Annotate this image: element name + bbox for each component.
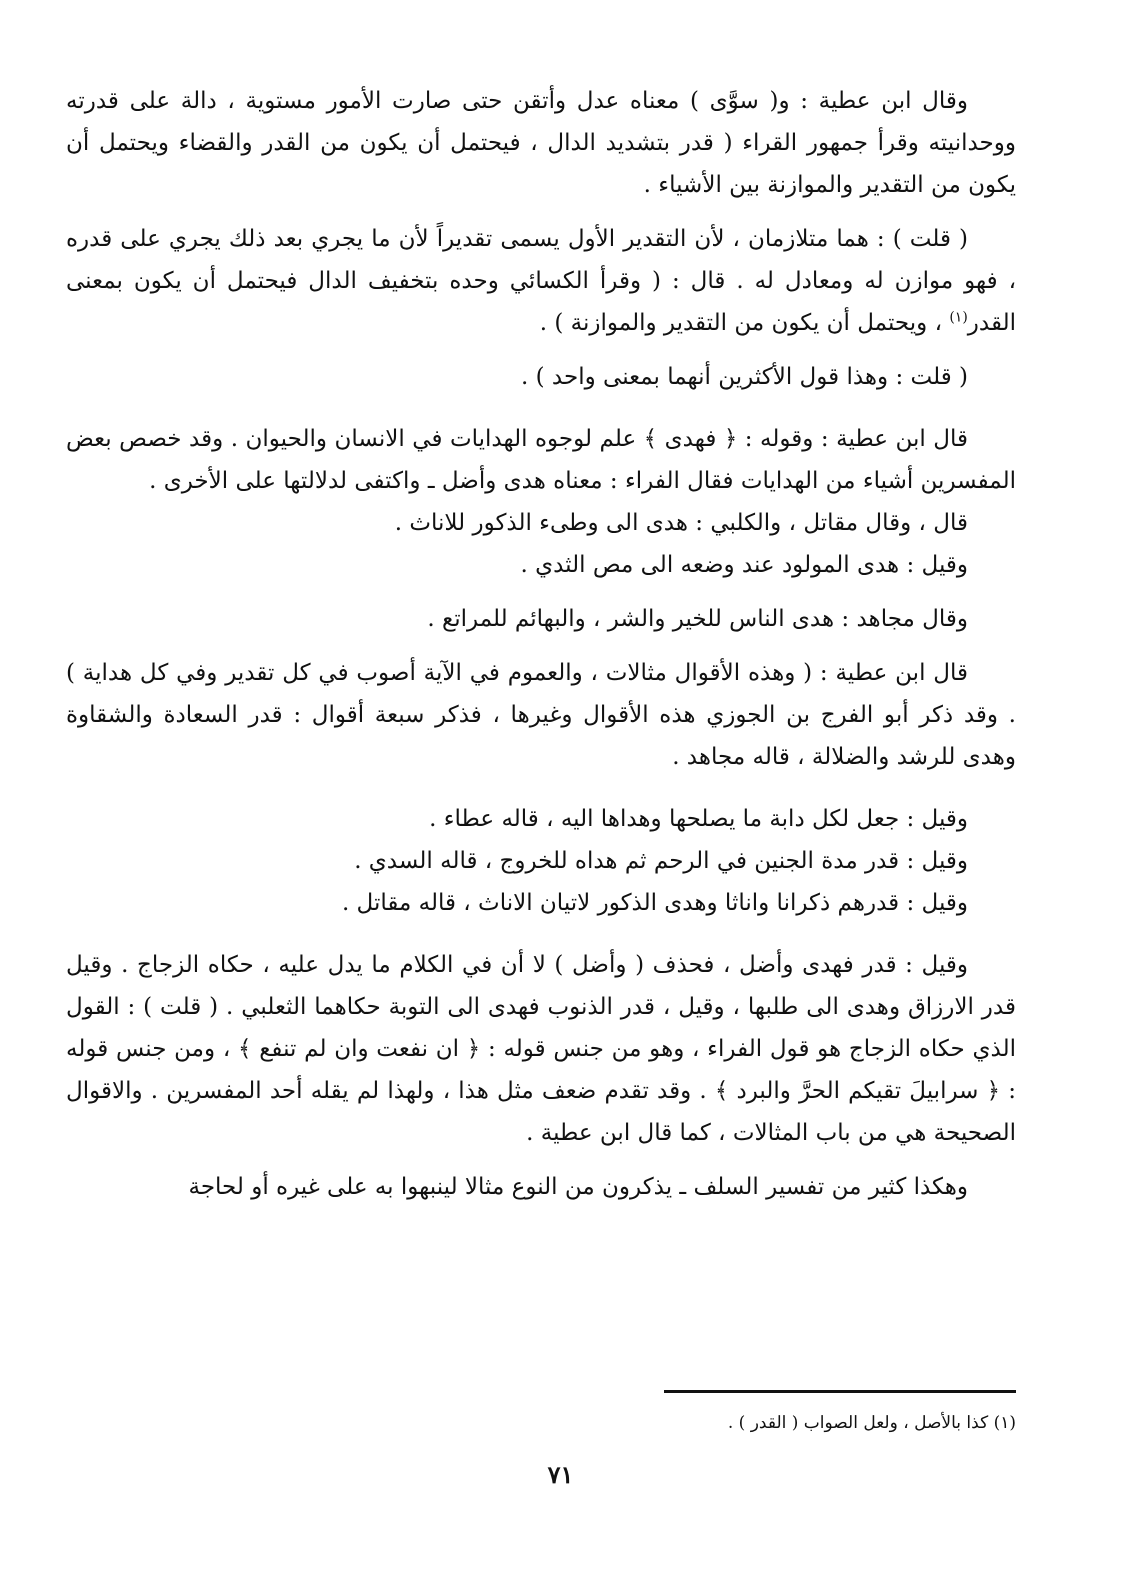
footnote: (١) كذا بالأصل ، ولعل الصواب ( القدر ) . xyxy=(727,1413,1016,1433)
paragraph-2-text-b: ، ويحتمل أن يكون من التقدير والموازنة ) . xyxy=(539,310,950,336)
page-number: ٧١ xyxy=(547,1460,574,1489)
footnote-divider xyxy=(664,1390,1016,1393)
paragraph-2 xyxy=(66,218,1016,344)
list-item-6: وقيل : قدرهم ذكرانا واناثا وهدى الذكور لاتيان الاناث ، قاله مقاتل . xyxy=(341,890,968,916)
paragraph-3: ( قلت : وهذا قول الأكثرين أنهما بمعنى واحد ) . xyxy=(521,364,968,390)
paragraph-2-text-a: ( قلت ) : هما متلازمان ، لأن التقدير الأول يسمى تقديراً لأن ما يجري بعد ذلك يجري على قدره ، فهو موازن له ومعادل له . قال : ( وقرأ الكسائي وحده بتخفيف الدال فيحتمل أن يكون بمعنى القدر xyxy=(66,226,1016,336)
page-body xyxy=(66,80,1016,1208)
paragraph-5: قال ابن عطية : ( وهذه الأقوال مثالات ، والعموم في الآية أصوب في كل تقدير وفي كل هداية ) . وقد ذكر أبو الفرج بن الجوزي هذه الأقوال وغيرها ، فذكر سبعة أقوال : قدر السعادة والشقاوة وهدى للرشد والضلالة ، قاله مجاهد . xyxy=(66,660,1016,770)
footnote-reference: (١) xyxy=(949,309,968,326)
paragraph-1: وقال ابن عطية : و( سوَّى ) معناه عدل وأتقن حتى صارت الأمور مستوية ، دالة على قدرته ووحدانيته وقرأ جمهور القراء ( قدر بتشديد الدال ، فيحتمل أن يكون من القدر والقضاء ويحتمل أن يكون من التقدير والموازنة بين الأشياء . xyxy=(66,88,1016,198)
list-item-5: وقيل : قدر مدة الجنين في الرحم ثم هداه للخروج ، قاله السدي . xyxy=(354,848,968,874)
list-item-1: قال ، وقال مقاتل ، والكلبي : هدى الى وطىء الذكور للاناث . xyxy=(394,510,968,536)
list-item-4: وقيل : جعل لكل دابة ما يصلحها وهداها اليه ، قاله عطاء . xyxy=(429,806,968,832)
paragraph-7: وهكذا كثير من تفسير السلف ـ يذكرون من النوع مثالا لينبهوا به على غيره أو لحاجة xyxy=(188,1174,968,1200)
list-item-3: وقال مجاهد : هدى الناس للخير والشر ، والبهائم للمراتع . xyxy=(427,606,968,632)
list-item-2: وقيل : هدى المولود عند وضعه الى مص الثدي . xyxy=(520,552,968,578)
paragraph-6: وقيل : قدر فهدى وأضل ، فحذف ( وأضل ) لا أن في الكلام ما يدل عليه ، حكاه الزجاج . وقيل قدر الارزاق وهدى الى طلبها ، وقيل ، قدر الذنوب فهدى الى التوبة حكاهما الثعلبي . ( قلت ) : القول الذي حكاه الزجاج هو قول الفراء ، وهو من جنس قوله : ﴿ ان نفعت وان لم تنفع ﴾ ، ومن جنس قوله : ﴿ سرابيلَ تقيكم الحرَّ والبرد ﴾ . وقد تقدم ضعف مثل هذا ، ولهذا لم يقله أحد المفسرين . والاقوال الصحيحة هي من باب المثالات ، كما قال ابن عطية . xyxy=(66,952,1016,1146)
paragraph-4: قال ابن عطية : وقوله : ﴿ فهدى ﴾ علم لوجوه الهدايات في الانسان والحيوان . وقد خصص بعض المفسرين أشياء من الهدايات فقال الفراء : معناه هدى وأضل ـ واكتفى لدلالتها على الأخرى . xyxy=(66,426,1016,494)
